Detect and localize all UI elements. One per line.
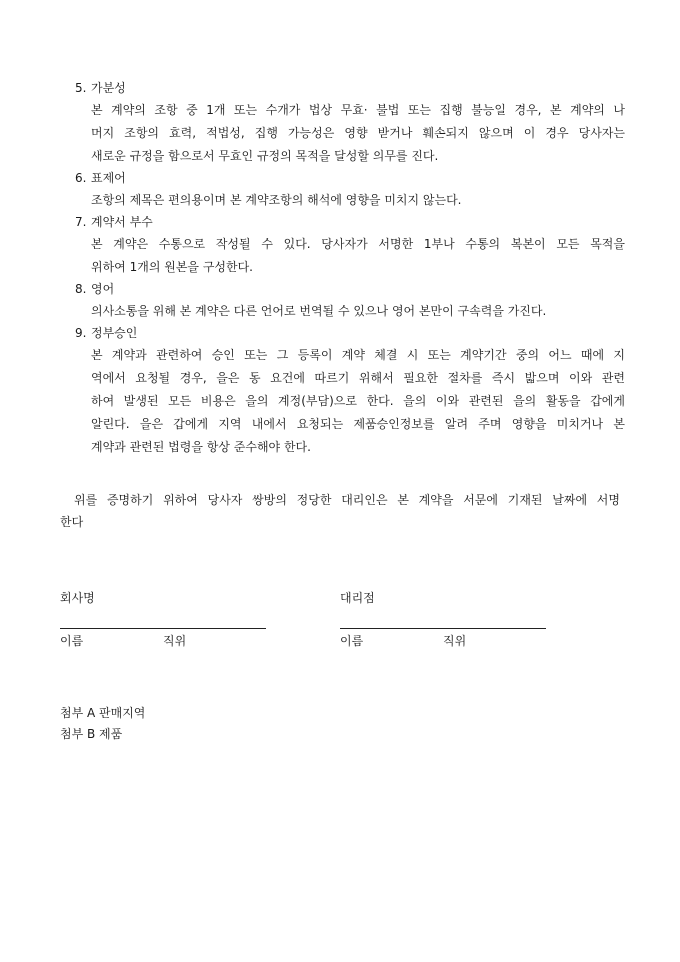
- signature-line: [340, 628, 546, 629]
- clause-body: [75, 344, 625, 459]
- clause-line: 머지 조항의 효력, 적법성, 집행 가능성은 영향 받거나 훼손되지 않으며 이 경우 당사자는: [91, 126, 625, 140]
- clause-6: [75, 168, 625, 212]
- signature-fields: [340, 632, 546, 650]
- witness-line: 위를 증명하기 위하여 당사자 쌍방의 정당한 대리인은 본 계약을 서문에 기재된 날짜에 서명: [74, 493, 620, 507]
- clause-line: 본 계약과 관련하여 승인 또는 그 등록이 계약 체결 시 또는 계약기간 중의 어느 때에 지: [91, 348, 625, 362]
- clause-line: 조항의 제목은 편의용이며 본 계약조항의 해석에 영향을 미치지 않는다.: [91, 193, 462, 207]
- attachment-item: 첨부 A 판매지역: [60, 706, 146, 720]
- clause-line: 위하여 1개의 원본을 구성한다.: [91, 260, 253, 274]
- attachment-list: [60, 703, 145, 745]
- witness-statement: [60, 489, 620, 533]
- clause-heading: [75, 78, 625, 99]
- clause-title: 표제어: [91, 171, 126, 185]
- clause-title: 정부승인: [91, 326, 138, 340]
- clause-9: [75, 323, 625, 459]
- clause-line: 새로운 규정을 함으로서 무효인 규정의 목적을 달성할 의무를 진다.: [91, 149, 439, 163]
- clause-heading: [75, 212, 625, 233]
- signature-block-company: [60, 588, 266, 650]
- signature-title-label: 직위: [443, 634, 467, 648]
- signature-block-agency: [340, 588, 546, 650]
- signature-title-label: 직위: [163, 634, 187, 648]
- signature-party-label: 회사명: [60, 591, 95, 605]
- clause-line: 역에서 요청될 경우, 을은 동 요건에 따르기 위해서 필요한 절차를 즉시 밟으며 이와 관련: [91, 371, 625, 385]
- signature-line: [60, 628, 266, 629]
- clause-body: [75, 99, 625, 168]
- clause-7: [75, 212, 625, 279]
- clause-line: 하여 발생된 모든 비용은 을의 계정(부담)으로 한다. 을의 이와 관련된 을의 활동을 갑에게: [91, 394, 625, 408]
- clause-title: 계약서 부수: [91, 215, 153, 229]
- clause-heading: [75, 168, 625, 189]
- clause-number: 6.: [75, 171, 87, 185]
- clause-heading: [75, 323, 625, 344]
- attachment-item: 첨부 B 제품: [60, 727, 123, 741]
- clause-line: 의사소통을 위해 본 계약은 다른 언어로 번역될 수 있으나 영어 본만이 구속력을 가진다.: [91, 304, 547, 318]
- clause-5: [75, 78, 625, 168]
- clause-8: [75, 279, 625, 323]
- clause-line: 본 계약은 수통으로 작성될 수 있다. 당사자가 서명한 1부나 수통의 복본이 모든 목적을: [91, 237, 625, 251]
- clause-body: [75, 233, 625, 279]
- witness-line: 한다: [60, 515, 84, 529]
- clause-body: [75, 189, 625, 212]
- clause-line: 알린다. 을은 갑에게 지역 내에서 요청되는 제품승인정보를 알려 주며 영향을 미치거나 본: [91, 417, 625, 431]
- signature-fields: [60, 632, 266, 650]
- clause-number: 9.: [75, 326, 87, 340]
- clause-heading: [75, 279, 625, 300]
- clause-title: 가분성: [91, 81, 126, 95]
- clause-number: 5.: [75, 81, 87, 95]
- signature-party-label: 대리점: [340, 591, 375, 605]
- clause-body: [75, 300, 625, 323]
- clause-number: 8.: [75, 282, 87, 296]
- clause-number: 7.: [75, 215, 87, 229]
- clause-list: [75, 78, 625, 459]
- clause-line: 본 계약의 조항 중 1개 또는 수개가 법상 무효· 불법 또는 집행 불능일 경우, 본 계약의 나: [91, 103, 625, 117]
- signature-name-label: 이름: [340, 634, 364, 648]
- clause-title: 영어: [91, 282, 115, 296]
- signature-name-label: 이름: [60, 634, 84, 648]
- clause-line: 계약과 관련된 법령을 항상 준수해야 한다.: [91, 440, 311, 454]
